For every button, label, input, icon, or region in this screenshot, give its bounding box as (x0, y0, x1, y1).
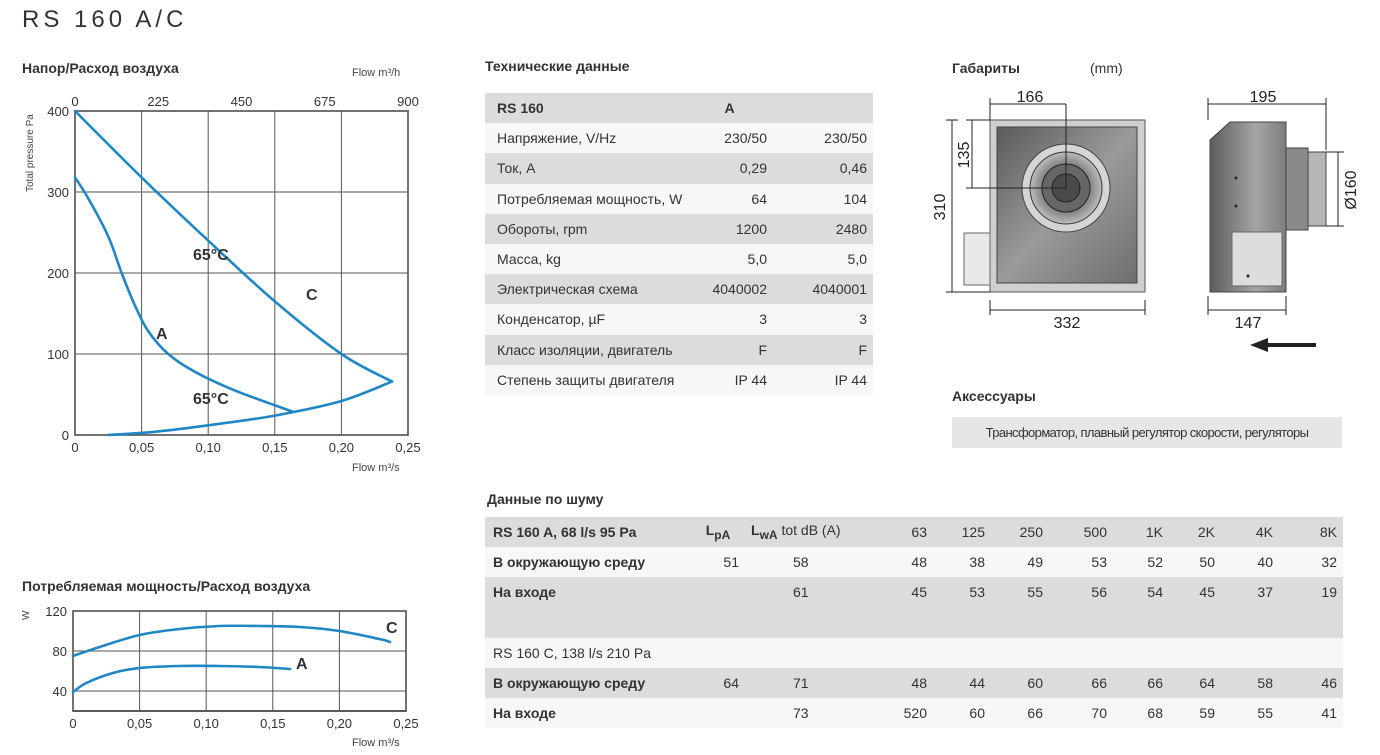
y-tick-label: 200 (47, 266, 69, 281)
dim-side-width: 195 (1249, 89, 1277, 106)
noise-band-value: 56 (1049, 577, 1113, 607)
page-title: RS 160 A/C (22, 6, 188, 33)
band-header: 500 (1049, 517, 1113, 547)
tech-header-row (485, 93, 873, 123)
dims-heading: Габариты (952, 60, 1020, 76)
y-tick-label: 40 (52, 684, 67, 699)
noise-col-lpa (697, 517, 745, 547)
x-axis-label: Flow m³/s (352, 462, 400, 474)
noise-band-value: 66 (1113, 668, 1169, 698)
dims-unit: (mm) (1090, 60, 1123, 76)
noise-band-value: 68 (1113, 698, 1169, 728)
tech-label: Обороты, rpm (485, 214, 692, 244)
curve-label-a: A (156, 326, 168, 343)
x-top-tick-label: 900 (397, 94, 419, 109)
tech-value-c: F (767, 335, 873, 365)
accessories-text: Трансформатор, плавный регулятор скорости, регуляторы (952, 417, 1342, 448)
curve-label-c: C (306, 287, 318, 304)
x-top-tick-label: 675 (313, 94, 336, 109)
noise-a-title: RS 160 A, 68 l/s 95 Pa (485, 517, 697, 547)
temp-label-bottom: 65°C (193, 391, 229, 408)
band-header: 2K (1169, 517, 1221, 547)
x-tick-label: 0,20 (326, 716, 353, 731)
x-tick-label: 0,05 (128, 440, 155, 455)
noise-lpa (697, 577, 745, 607)
noise-band-value: 52 (1113, 547, 1169, 577)
tech-value-c: IP 44 (767, 365, 873, 395)
noise-data-row (485, 668, 1343, 698)
x-top-tick-label: 0 (71, 94, 79, 109)
x-tick-label: 0 (71, 440, 79, 455)
tech-row (485, 153, 873, 183)
noise-band-value: 44 (933, 668, 991, 698)
noise-col-lwa (745, 517, 875, 547)
tech-label: Конденсатор, µF (485, 304, 692, 334)
noise-band-value: 19 (1279, 577, 1343, 607)
band-header: 8K (1279, 517, 1343, 547)
tot-label: tot dB (A) (781, 522, 841, 539)
noise-tot: 73 (745, 698, 875, 728)
noise-row-label: На входе (485, 698, 697, 728)
dim-front-height-top: 135 (956, 141, 973, 169)
tech-label: Масса, kg (485, 244, 692, 274)
noise-band-value: 66 (1049, 668, 1113, 698)
airflow-arrow-icon (1250, 338, 1316, 352)
tech-col-a: A (692, 93, 767, 123)
noise-band-value: 46 (1279, 668, 1343, 698)
tech-value-a: IP 44 (692, 365, 767, 395)
tech-label: Ток, А (485, 153, 692, 183)
noise-c-title-row (485, 638, 1343, 668)
noise-band-value: 50 (1169, 547, 1221, 577)
band-header: 125 (933, 517, 991, 547)
temp-label-top: 65°C (193, 247, 229, 264)
noise-row-label: На входе (485, 577, 697, 607)
noise-band-value: 53 (933, 577, 991, 607)
noise-band-value: 58 (1221, 668, 1279, 698)
noise-band-value: 32 (1279, 547, 1343, 577)
noise-band-value: 59 (1169, 698, 1221, 728)
tech-row (485, 244, 873, 274)
noise-header-row (485, 517, 1343, 547)
tech-value-c: 104 (767, 184, 873, 214)
y-tick-label: 100 (47, 347, 69, 362)
tech-value-a: 230/50 (692, 123, 767, 153)
noise-band-value: 54 (1113, 577, 1169, 607)
dim-front-height: 310 (932, 193, 949, 221)
noise-band-value: 41 (1279, 698, 1343, 728)
tech-row (485, 123, 873, 153)
lwa-letter: L (751, 522, 760, 539)
dimensions-drawing (930, 80, 1370, 360)
noise-band-value: 55 (1221, 698, 1279, 728)
y-axis-label: Total pressure Pa (25, 114, 36, 192)
tech-row (485, 335, 873, 365)
x-top-tick-label: 450 (230, 94, 253, 109)
noise-band-value: 40 (1221, 547, 1279, 577)
tech-col-c (767, 93, 873, 123)
tech-value-a: 3 (692, 304, 767, 334)
noise-lpa (697, 698, 745, 728)
curve-label-c: C (386, 620, 398, 637)
y-tick-label: 120 (45, 604, 67, 619)
tech-value-c: 2480 (767, 214, 873, 244)
y-tick-label: 300 (47, 185, 69, 200)
tech-value-c: 3 (767, 304, 873, 334)
tech-value-c: 0,46 (767, 153, 873, 183)
dim-front-width: 166 (1016, 89, 1044, 106)
noise-band-value: 45 (875, 577, 933, 607)
noise-lpa: 51 (697, 547, 745, 577)
noise-band-value: 49 (991, 547, 1049, 577)
noise-table (485, 517, 1343, 728)
tech-label: Напряжение, V/Hz (485, 123, 692, 153)
side-view (1208, 98, 1344, 352)
noise-row-label: В окружающую среду (485, 668, 697, 698)
tech-label: Класс изоляции, двигатель (485, 335, 692, 365)
accessories-heading: Аксессуары (952, 388, 1036, 404)
lpa-letter: L (705, 522, 715, 539)
y-axis-label: W (21, 610, 32, 620)
dim-front-bottom: 332 (1053, 315, 1081, 332)
tech-value-c: 4040001 (767, 274, 873, 304)
x-tick-label: 0,25 (395, 440, 421, 455)
x-axis-label: Flow m³/s (352, 737, 400, 749)
dim-side-diameter: Ø160 (1343, 170, 1360, 210)
x-tick-label: 0,15 (262, 440, 288, 455)
lwa-sub: wA (759, 527, 778, 542)
tech-value-c: 5,0 (767, 244, 873, 274)
noise-band-value: 45 (1169, 577, 1221, 607)
noise-band-value: 520 (875, 698, 933, 728)
noise-band-value: 70 (1049, 698, 1113, 728)
tech-row (485, 184, 873, 214)
lpa-sub: pA (714, 527, 731, 542)
noise-band-value: 64 (1169, 668, 1221, 698)
tech-label: Степень защиты двигателя (485, 365, 692, 395)
noise-heading: Данные по шуму (487, 491, 604, 507)
noise-band-value: 48 (875, 547, 933, 577)
front-view (946, 98, 1145, 315)
noise-band-value: 60 (933, 698, 991, 728)
x-tick-label: 0,15 (260, 716, 286, 731)
y-tick-label: 0 (61, 428, 69, 443)
band-header: 250 (991, 517, 1049, 547)
noise-band-value: 48 (875, 668, 933, 698)
noise-band-value: 60 (991, 668, 1049, 698)
tech-row (485, 274, 873, 304)
band-header: 63 (875, 517, 933, 547)
x-tick-label: 0,25 (393, 716, 419, 731)
x-tick-label: 0,20 (328, 440, 355, 455)
noise-band-value: 38 (933, 547, 991, 577)
noise-tot: 58 (745, 547, 875, 577)
y-tick-label: 80 (52, 644, 67, 659)
noise-spacer-row (485, 608, 1343, 638)
chart1-heading: Напор/Расход воздуха (22, 60, 179, 76)
chart2-heading: Потребляемая мощность/Расход воздуха (22, 578, 311, 594)
tech-label: Потребляемая мощность, W (485, 184, 692, 214)
x-tick-label: 0 (69, 716, 77, 731)
tech-model: RS 160 (485, 93, 692, 123)
tech-row (485, 365, 873, 395)
band-header: 4K (1221, 517, 1279, 547)
noise-data-row (485, 547, 1343, 577)
noise-band-value: 53 (1049, 547, 1113, 577)
tech-value-a: F (692, 335, 767, 365)
noise-tot: 61 (745, 577, 875, 607)
band-header: 1K (1113, 517, 1169, 547)
tech-value-a: 0,29 (692, 153, 767, 183)
tech-value-a: 4040002 (692, 274, 767, 304)
noise-row-label: В окружающую среду (485, 547, 697, 577)
noise-spacer (485, 608, 1343, 638)
noise-c-title: RS 160 C, 138 l/s 210 Pa (485, 638, 697, 668)
x-tick-label: 0,05 (126, 716, 153, 731)
noise-tot: 71 (745, 668, 875, 698)
tech-value-a: 5,0 (692, 244, 767, 274)
noise-data-row (485, 577, 1343, 607)
power-flow-chart (0, 0, 470, 755)
tech-value-a: 64 (692, 184, 767, 214)
tech-row (485, 304, 873, 334)
noise-data-row (485, 698, 1343, 728)
tech-table (485, 93, 873, 395)
tech-label: Электрическая схема (485, 274, 692, 304)
tech-value-c: 230/50 (767, 123, 873, 153)
tech-value-a: 1200 (692, 214, 767, 244)
x-top-tick-label: 225 (147, 94, 170, 109)
dim-side-bottom: 147 (1234, 315, 1262, 332)
noise-band-value: 66 (991, 698, 1049, 728)
x-top-axis-label: Flow m³/h (352, 67, 401, 79)
x-tick-label: 0,10 (193, 716, 219, 731)
x-tick-label: 0,10 (195, 440, 221, 455)
tech-heading: Технические данные (485, 58, 630, 74)
noise-lpa: 64 (697, 668, 745, 698)
noise-band-value: 37 (1221, 577, 1279, 607)
curve-label-a: A (296, 656, 308, 673)
tech-row (485, 214, 873, 244)
noise-band-value: 55 (991, 577, 1049, 607)
y-tick-label: 400 (47, 104, 69, 119)
